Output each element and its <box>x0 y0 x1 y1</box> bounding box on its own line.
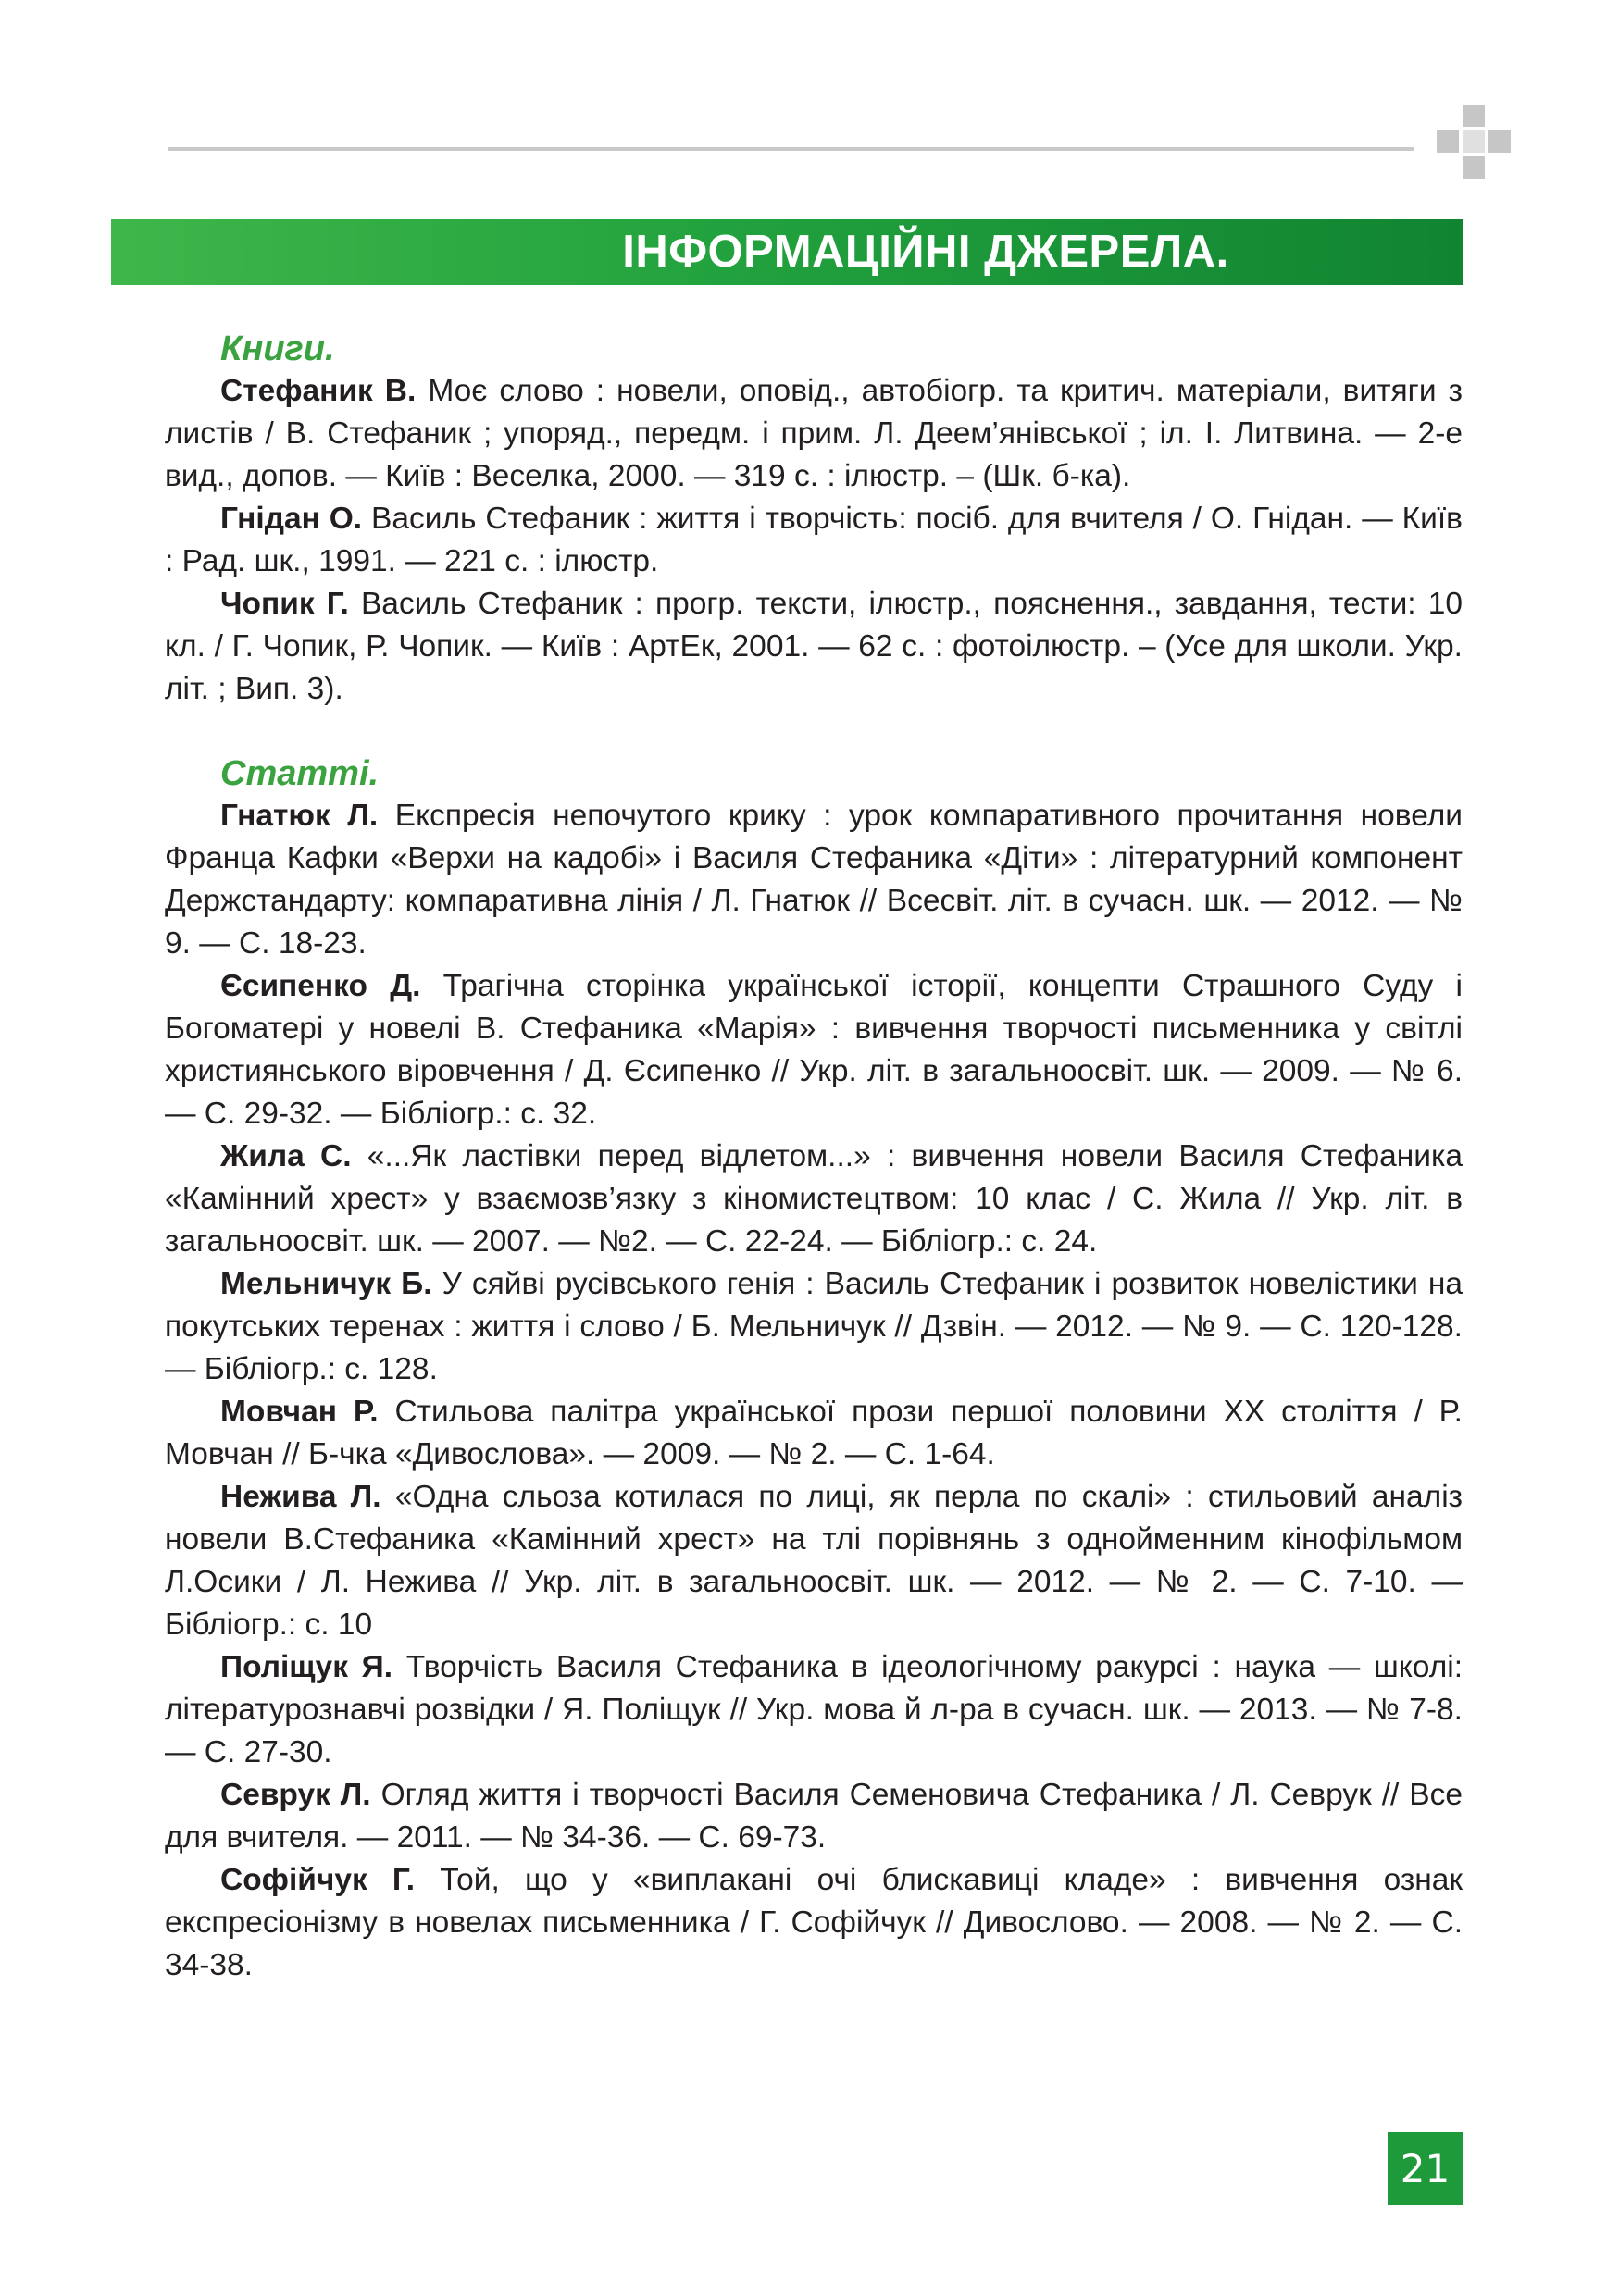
top-divider <box>168 147 1414 151</box>
corner-squares-ornament <box>1437 105 1511 179</box>
entry-text: «Одна сльоза котилася по лиці, як перла по скалі» : стильовий аналіз новели В.Стефаника «Камінний хрест» на тлі порівнянь з однойменним кінофільмом Л.Осики / Л. Нежива // Укр. літ. в загальноосвіт. шк. — 2012. — № 2. — С. 7-10. — Бібліогр.: с. 10 <box>165 1480 1463 1642</box>
entry-author: Єсипенко Д. <box>220 969 421 1003</box>
bibliography-entry <box>165 1646 1463 1774</box>
sources-list <box>165 328 1463 1987</box>
entry-text: Моє слово : новели, оповід., автобіогр. та критич. матеріали, витяги з листів / В. Стефаник ; упоряд., передм. і прим. Л. Деем’янівської ; іл. І. Литвина. — 2-е вид., допов. — Київ : Веселка, 2000. — 319 с. : ілюстр. – (Шк. б-ка). <box>165 374 1463 493</box>
entry-text: «...Як ластівки перед відлетом...» : вивчення новели Василя Стефаника «Камінний хрест» у взаємозв’язку з кіномистецтвом: 10 клас / С. Жила // Укр. літ. в загальноосвіт. шк. — 2007. — №2. — С. 22-24. — Бібліогр.: с. 24. <box>165 1139 1463 1259</box>
entry-text: Стильова палітра української прози першої половини XX століття / Р. Мовчан // Б-чка «Дивослова». — 2009. — № 2. — С. 1-64. <box>165 1395 1463 1471</box>
entry-text: Творчість Василя Стефаника в ідеологічному ракурсі : наука — школі: літературознавчі розвідки / Я. Поліщук // Укр. мова й л-ра в сучасн. шк. — 2013. — № 7-8. — С. 27-30. <box>165 1650 1463 1769</box>
entry-text: У сяйві русівського генія : Василь Стефаник і розвиток новелістики на покутських теренах : життя і слово / Б. Мельничук // Дзвін. — 2012. — № 9. — С. 120-128. — Бібліогр.: с. 128. <box>165 1267 1463 1386</box>
entry-author: Стефаник В. <box>220 374 417 408</box>
bibliography-entry <box>165 370 1463 498</box>
entry-author: Чопик Г. <box>220 587 349 621</box>
section-spacer <box>165 711 1463 752</box>
entry-text: Василь Стефаник : прогр. тексти, ілюстр., пояснення., завдання, тести: 10 кл. / Г. Чопик, Р. Чопик. — Київ : АртЕк, 2001. — 62 с. : фотоілюстр. – (Усе для школи. Укр. літ. ; Вип. 3). <box>165 587 1463 706</box>
entry-author: Поліщук Я. <box>220 1650 393 1684</box>
ornament-square <box>1463 156 1485 179</box>
entry-author: Жила С. <box>220 1139 352 1173</box>
ornament-square <box>1463 105 1485 127</box>
bibliography-entry <box>165 1136 1463 1263</box>
bibliography-entry <box>165 1263 1463 1391</box>
entry-author: Гнідан О. <box>220 502 363 536</box>
entry-text: Експресія непочутого крику : урок компаративного прочитання новели Франца Кафки «Верхи на кадобі» і Василя Стефаника «Діти» : літературний компонент Держстандарту: компаративна лінія / Л. Гнатюк // Всесвіт. літ. в сучасн. шк. — 2012. — № 9. — С. 18-23. <box>165 799 1463 961</box>
entry-text: Огляд життя і творчості Василя Семеновича Стефаника / Л. Севрук // Все для вчителя. — 2011. — № 34-36. — С. 69-73. <box>165 1778 1463 1855</box>
bibliography-entry <box>165 1391 1463 1476</box>
page-number: 21 <box>1388 2132 1463 2205</box>
ornament-square <box>1437 130 1459 153</box>
entry-author: Гнатюк Л. <box>220 799 379 833</box>
bibliography-entry <box>165 1476 1463 1646</box>
entry-text: Трагічна сторінка української історії, концепти Страшного Суду і Богоматері у новелі В. Стефаника «Марія» : вивчення творчості письменника у світлі християнського віровчення / Д. Єсипенко // Укр. літ. в загальноосвіт. шк. — 2009. — № 6. — С. 29-32. — Бібліогр.: с. 32. <box>165 969 1463 1131</box>
entry-text: Василь Стефаник : життя і творчість: посіб. для вчителя / О. Гнідан. — Київ : Рад. шк., 1991. — 221 с. : ілюстр. <box>165 502 1463 578</box>
entry-author: Мельничук Б. <box>220 1267 432 1301</box>
bibliography-entry <box>165 965 1463 1136</box>
ornament-square <box>1488 130 1511 153</box>
bibliography-entry <box>165 583 1463 711</box>
entry-author: Мовчан Р. <box>220 1395 379 1429</box>
bibliography-entry <box>165 1859 1463 1987</box>
entry-author: Нежива Л. <box>220 1480 381 1514</box>
bibliography-entry <box>165 498 1463 583</box>
bibliography-entry <box>165 1774 1463 1859</box>
page-title: ІНФОРМАЦІЙНІ ДЖЕРЕЛА. <box>622 227 1229 277</box>
section-heading-books: Книги. <box>220 329 335 368</box>
section-heading-articles: Статті. <box>220 754 380 793</box>
entry-author: Софійчук Г. <box>220 1863 416 1897</box>
entry-author: Севрук Л. <box>220 1778 371 1812</box>
ornament-square <box>1463 130 1485 153</box>
entry-text: Той, що у «виплакані очі блискавиці кладе» : вивчення ознак експресіонізму в новелах письменника / Г. Софійчук // Дивослово. — 2008. — № 2. — С. 34-38. <box>165 1863 1463 1982</box>
bibliography-entry <box>165 795 1463 965</box>
